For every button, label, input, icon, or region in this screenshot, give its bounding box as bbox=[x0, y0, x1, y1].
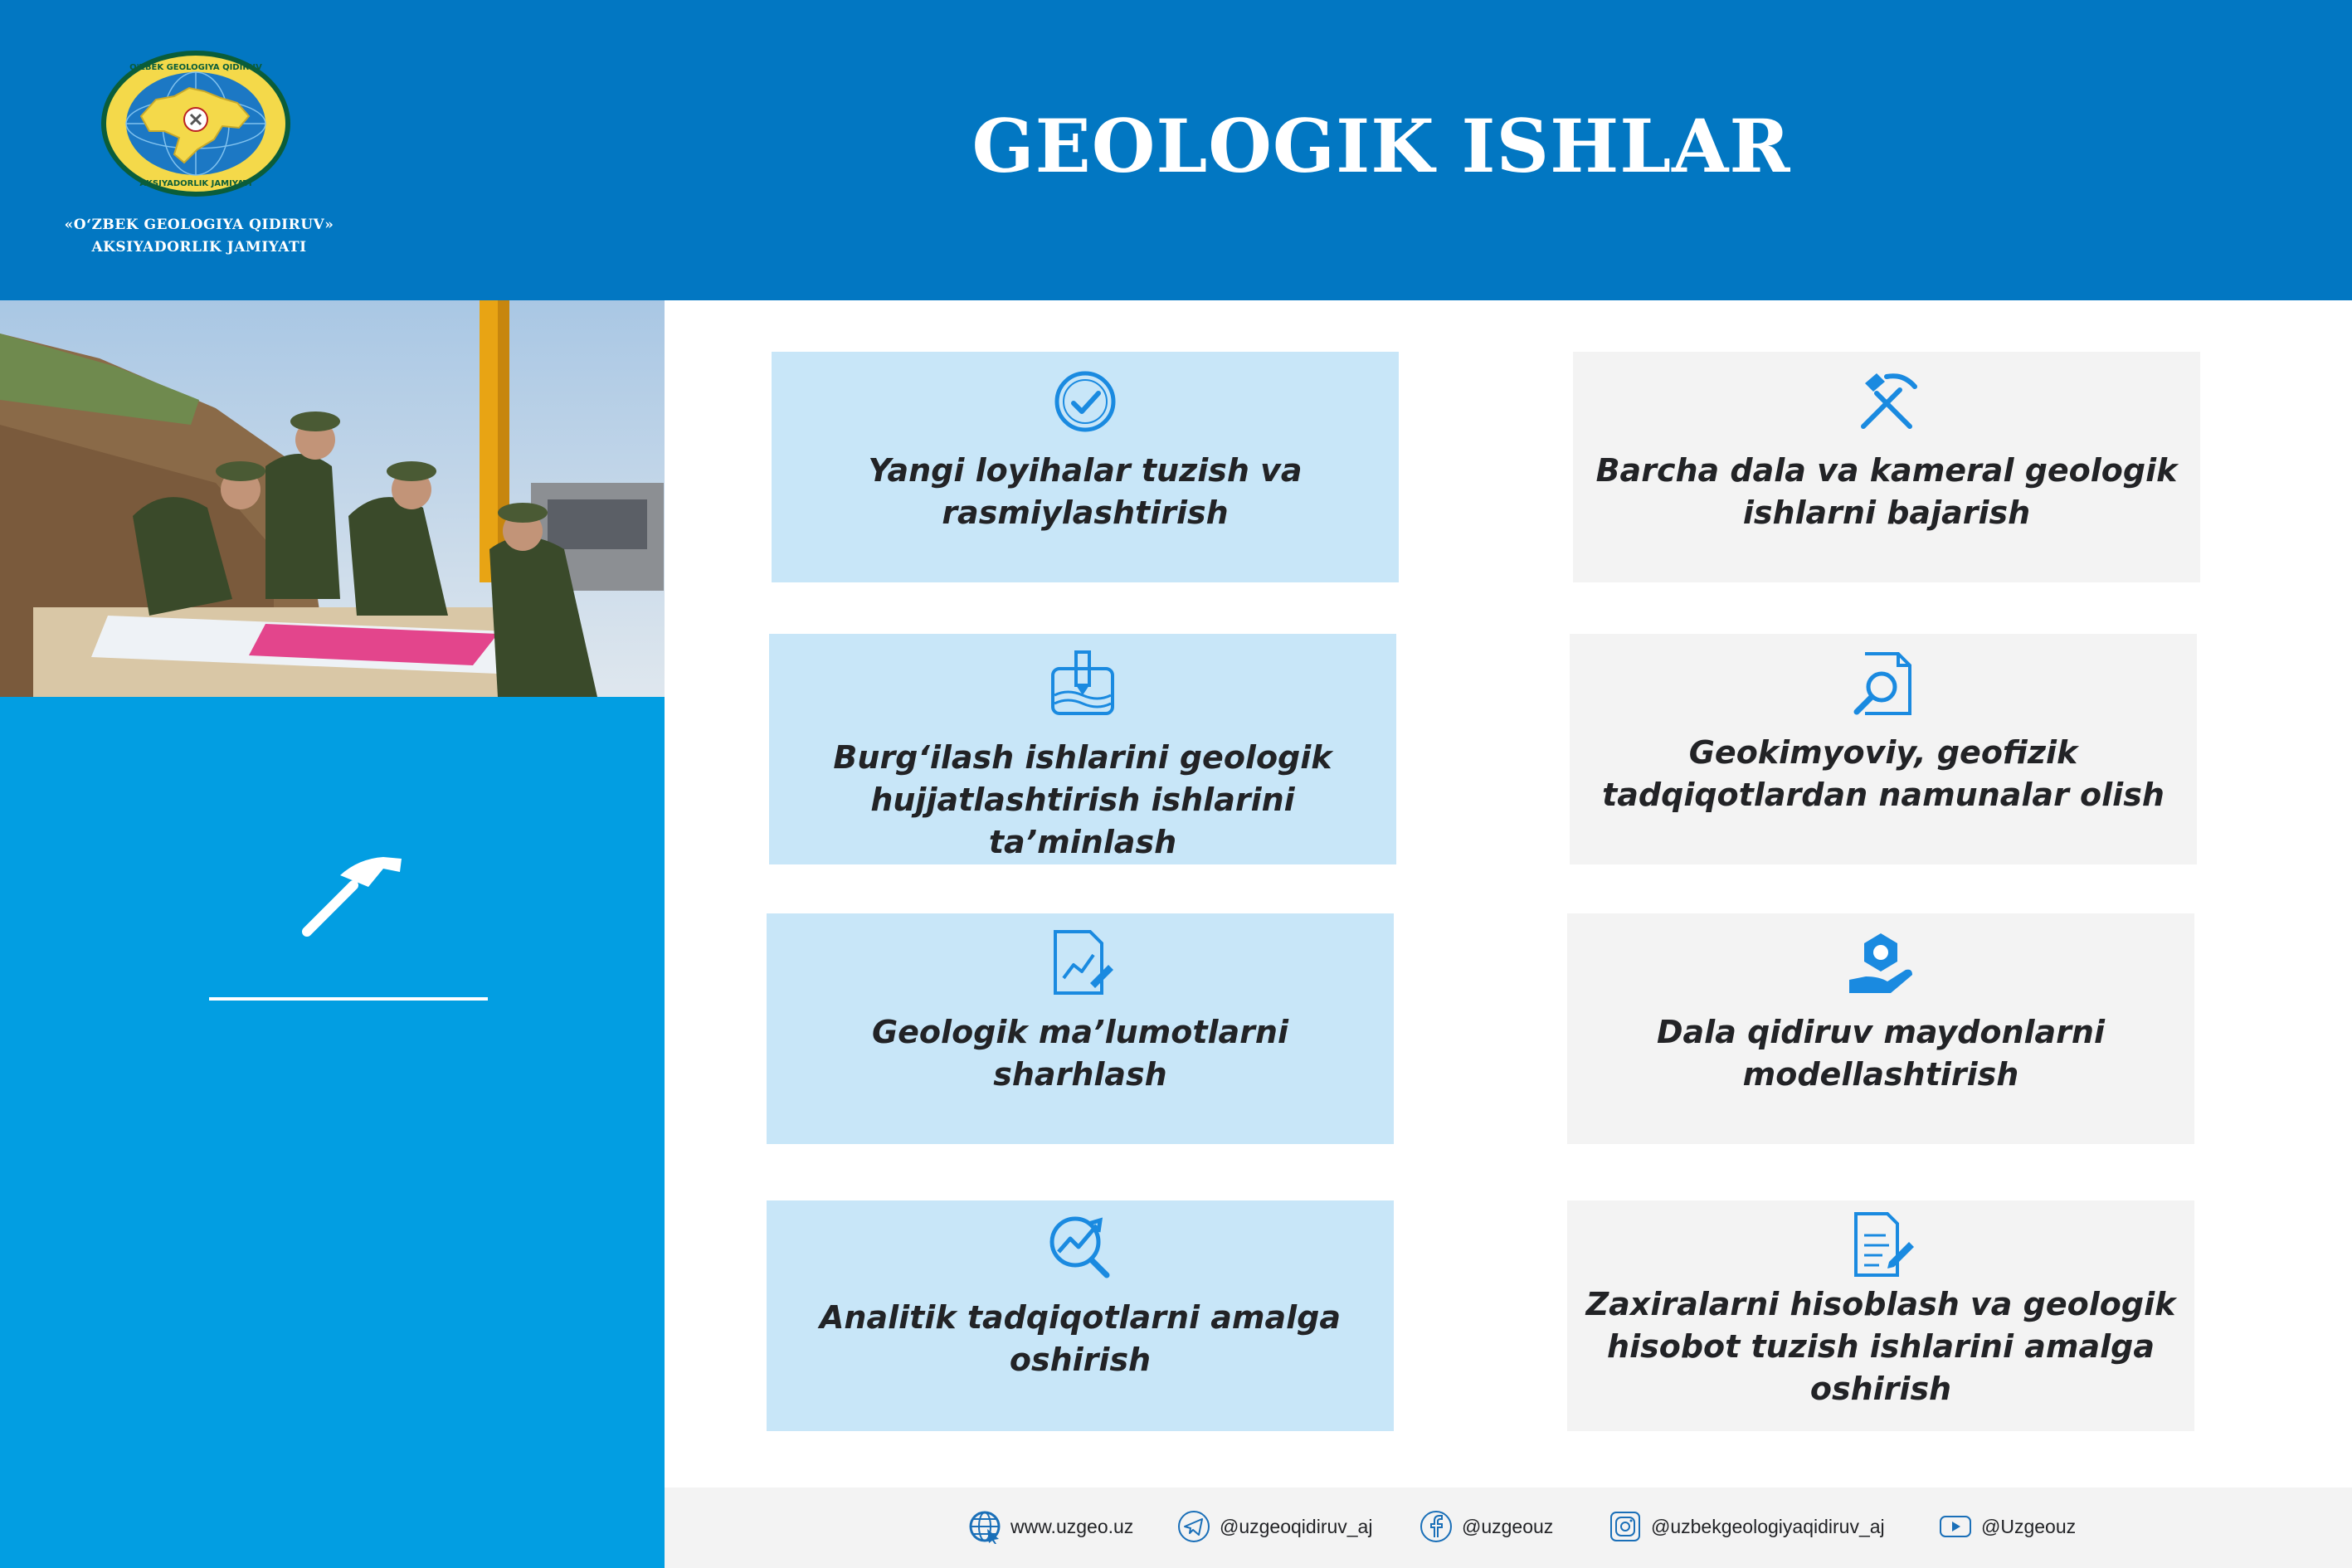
analysis-chart-icon bbox=[1045, 1209, 1115, 1278]
card-geochemical-samples bbox=[1570, 634, 2197, 864]
card-text: Geokimyoviy, geofizik tadqiqotlardan namunalar olish bbox=[1602, 734, 2165, 813]
card-field-modeling bbox=[1567, 913, 2194, 1144]
check-circle-icon bbox=[1050, 367, 1120, 436]
card-text: Burg‘ilash ishlarini geologik hujjatlashtirish ishlarini ta’minlash bbox=[833, 739, 1332, 860]
left-accent-panel bbox=[0, 697, 665, 1568]
company-logo-seal bbox=[98, 48, 294, 199]
footer-facebook-link[interactable] bbox=[1419, 1506, 1553, 1547]
card-text: Dala qidiruv maydonlarni modellashtirish bbox=[1656, 1014, 2105, 1093]
org-name-line2: AKSIYADORLIK JAMIYATI bbox=[91, 239, 307, 256]
pickaxe-hammer-icon bbox=[1852, 367, 1921, 436]
org-name-line1: «O‘ZBEK GEOLOGIYA QIDIRUV» bbox=[64, 217, 334, 233]
drill-core-icon bbox=[1048, 649, 1118, 718]
document-search-icon bbox=[1848, 649, 1918, 718]
organization-name bbox=[33, 214, 365, 259]
card-reserve-calculation bbox=[1567, 1200, 2194, 1431]
header-banner bbox=[0, 0, 2352, 300]
logo-lettering: O'ZBEK GEOLOGIYA QIDIRUV bbox=[129, 63, 262, 72]
document-chart-icon bbox=[1045, 928, 1115, 998]
card-text: Zaxiralarni hisoblash va geologik hisobot tuzish ishlarini amalga oshirish bbox=[1585, 1286, 2176, 1407]
card-new-projects bbox=[772, 352, 1399, 582]
footer-telegram-link[interactable] bbox=[1176, 1506, 1372, 1547]
card-field-works bbox=[1573, 352, 2200, 582]
instagram-text: @uzbekgeologiyaqidiruv_aj bbox=[1651, 1515, 1885, 1537]
left-panel-divider bbox=[209, 997, 488, 1001]
logo-lettering-bottom: AKSIYADORLIK JAMIYATI bbox=[139, 179, 252, 188]
field-photo-illustration bbox=[0, 300, 665, 697]
instagram-icon bbox=[1608, 1509, 1643, 1544]
youtube-icon bbox=[1938, 1509, 1973, 1544]
footer-website-link[interactable] bbox=[967, 1506, 1133, 1547]
card-text: Geologik ma’lumotlarni sharhlash bbox=[871, 1014, 1289, 1093]
report-pen-icon bbox=[1846, 1210, 1916, 1280]
facebook-icon bbox=[1419, 1509, 1454, 1544]
card-data-interpretation bbox=[767, 913, 1394, 1144]
telegram-icon bbox=[1176, 1509, 1211, 1544]
globe-icon bbox=[967, 1509, 1002, 1544]
youtube-text: @Uzgeouz bbox=[1981, 1515, 2077, 1537]
card-text: Barcha dala va kameral geologik ishlarni bajarish bbox=[1595, 452, 2178, 531]
card-drilling-documentation bbox=[769, 634, 1396, 864]
footer-youtube-link[interactable] bbox=[1938, 1506, 2076, 1547]
footer-instagram-link[interactable] bbox=[1608, 1506, 1885, 1547]
page-title: GEOLOGIK ISHLAR bbox=[971, 103, 1791, 189]
website-text: www.uzgeo.uz bbox=[1010, 1515, 1134, 1537]
facebook-text: @uzgeouz bbox=[1462, 1515, 1554, 1537]
hammer-icon bbox=[300, 850, 408, 942]
card-text: Analitik tadqiqotlarni amalga oshirish bbox=[819, 1299, 1342, 1378]
hand-model-icon bbox=[1846, 928, 1916, 998]
telegram-text: @uzgeoqidiruv_aj bbox=[1220, 1515, 1373, 1537]
field-workers-photo bbox=[0, 300, 665, 697]
card-analytical-research bbox=[767, 1200, 1394, 1431]
card-text: Yangi loyihalar tuzish va rasmiylashtirish bbox=[868, 452, 1303, 531]
